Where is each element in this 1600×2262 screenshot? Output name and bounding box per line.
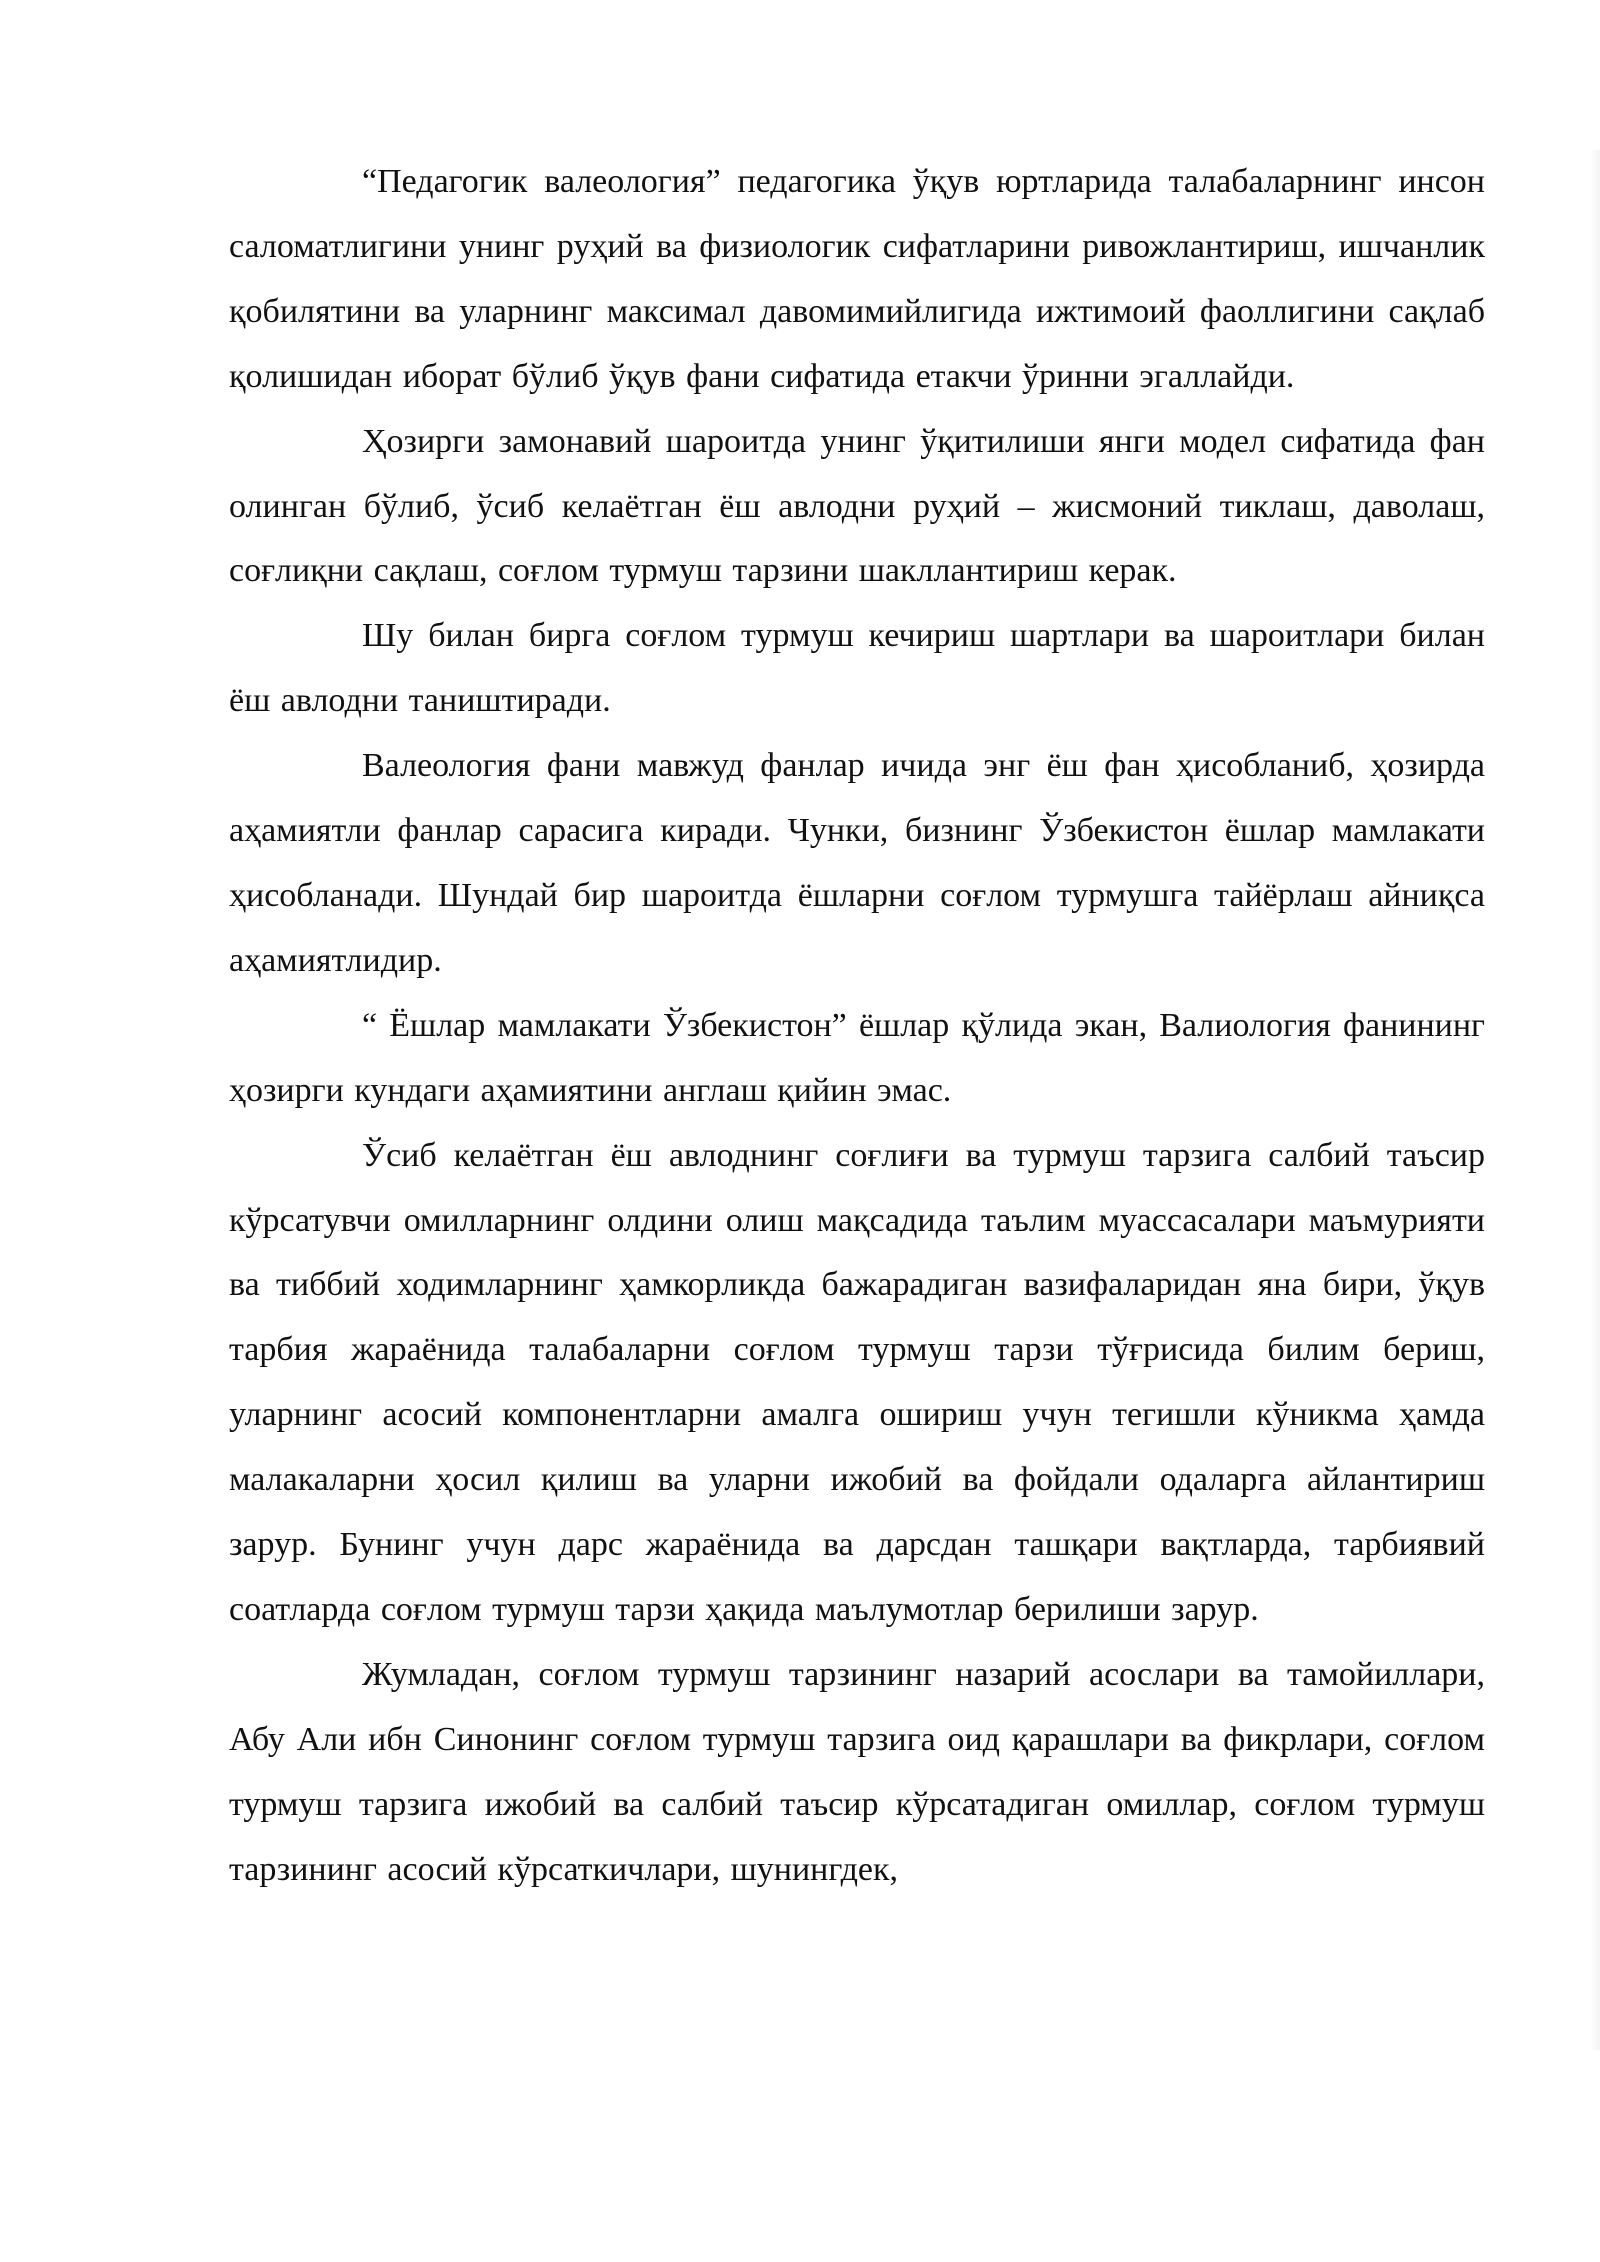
paragraph-healthy-lifestyle-conditions: Шу билан бирга соғлом турмуш кечириш шартлари ва шароитлари билан ёш авлодни таништиради. [229, 617, 1485, 720]
paragraph-valeology-youngest-science: Валеология фани мавжуд фанлар ичида энг ёш фан ҳисобланиб, ҳозирда аҳамиятли фанлар сарасига киради. Чунки, бизнинг Ўзбекистон ёшлар мамлакати ҳисобланади. Шундай бир шароитда ёшларни соғлом турмушга тайёрлаш айниқса аҳамиятлидир. [229, 747, 1485, 979]
paragraph-modern-conditions: Ҳозирги замонавий шароитда унинг ўқитилиши янги модел сифатида фан олинган бўлиб, ўсиб келаётган ёш авлодни руҳий – жисмоний тиклаш, даволаш, соғлиқни сақлаш, соғлом турмуш тарзини шакллантириш керак. [229, 422, 1485, 590]
paragraph-growing-generation: Ўсиб келаётган ёш авлоднинг соғлиғи ва турмуш тарзига салбий таъсир кўрсатувчи омилларнинг олдини олиш мақсадида таълим муассасалари маъмурияти ва тиббий ходимларнинг ҳамкорликда бажарадиган вазифаларидан яна бири, ўқув тарбия жараёнида талабаларни соғлом турмуш тарзи тўғрисида билим бериш, уларнинг асосий компонентларни амалга ошириш учун тегишли кўникма ҳамда малакаларни ҳосил қилиш ва уларни ижобий ва фойдали одаларга айлантириш зарур. Бунинг учун дарс жараёнида ва дарсдан ташқари вақтларда, тарбиявий соатларда соғлом турмуш тарзи ҳақида маълумотлар берилиши зарур. [229, 1136, 1485, 1628]
paragraph-pedagogical-valeology: “Педагогик валеология” педагогика ўқув юртларида талабаларнинг инсон саломатлигини унинг руҳий ва физиологик сифатларини ривожлантириш, ишчанлик қобилятини ва уларнинг максимал давомимийлигида ижтимоий фаоллигини сақлаб қолишидан иборат бўлиб ўқув фани сифатида етакчи ўринни эгаллайди. [229, 163, 1485, 395]
paragraph-youth-country: “ Ёшлар мамлакати Ўзбекистон” ёшлар қўлида экан, Валиология фанининг ҳозирги кундаги аҳамиятини англаш қийин эмас. [229, 1006, 1485, 1109]
document-page [229, 150, 1485, 1902]
paragraph-in-particular: Жумладан, соғлом турмуш тарзининг назарий асослари ва тамойиллари, Абу Али ибн Синонинг соғлом турмуш тарзига оид қарашлари ва фикрлари, соғлом турмуш тарзига ижобий ва салбий таъсир кўрсатадиган омиллар, соғлом турмуш тарзининг асосий кўрсаткичлари, шунингдек, [229, 1655, 1485, 1888]
page-edge-shadow [1590, 150, 1600, 2050]
